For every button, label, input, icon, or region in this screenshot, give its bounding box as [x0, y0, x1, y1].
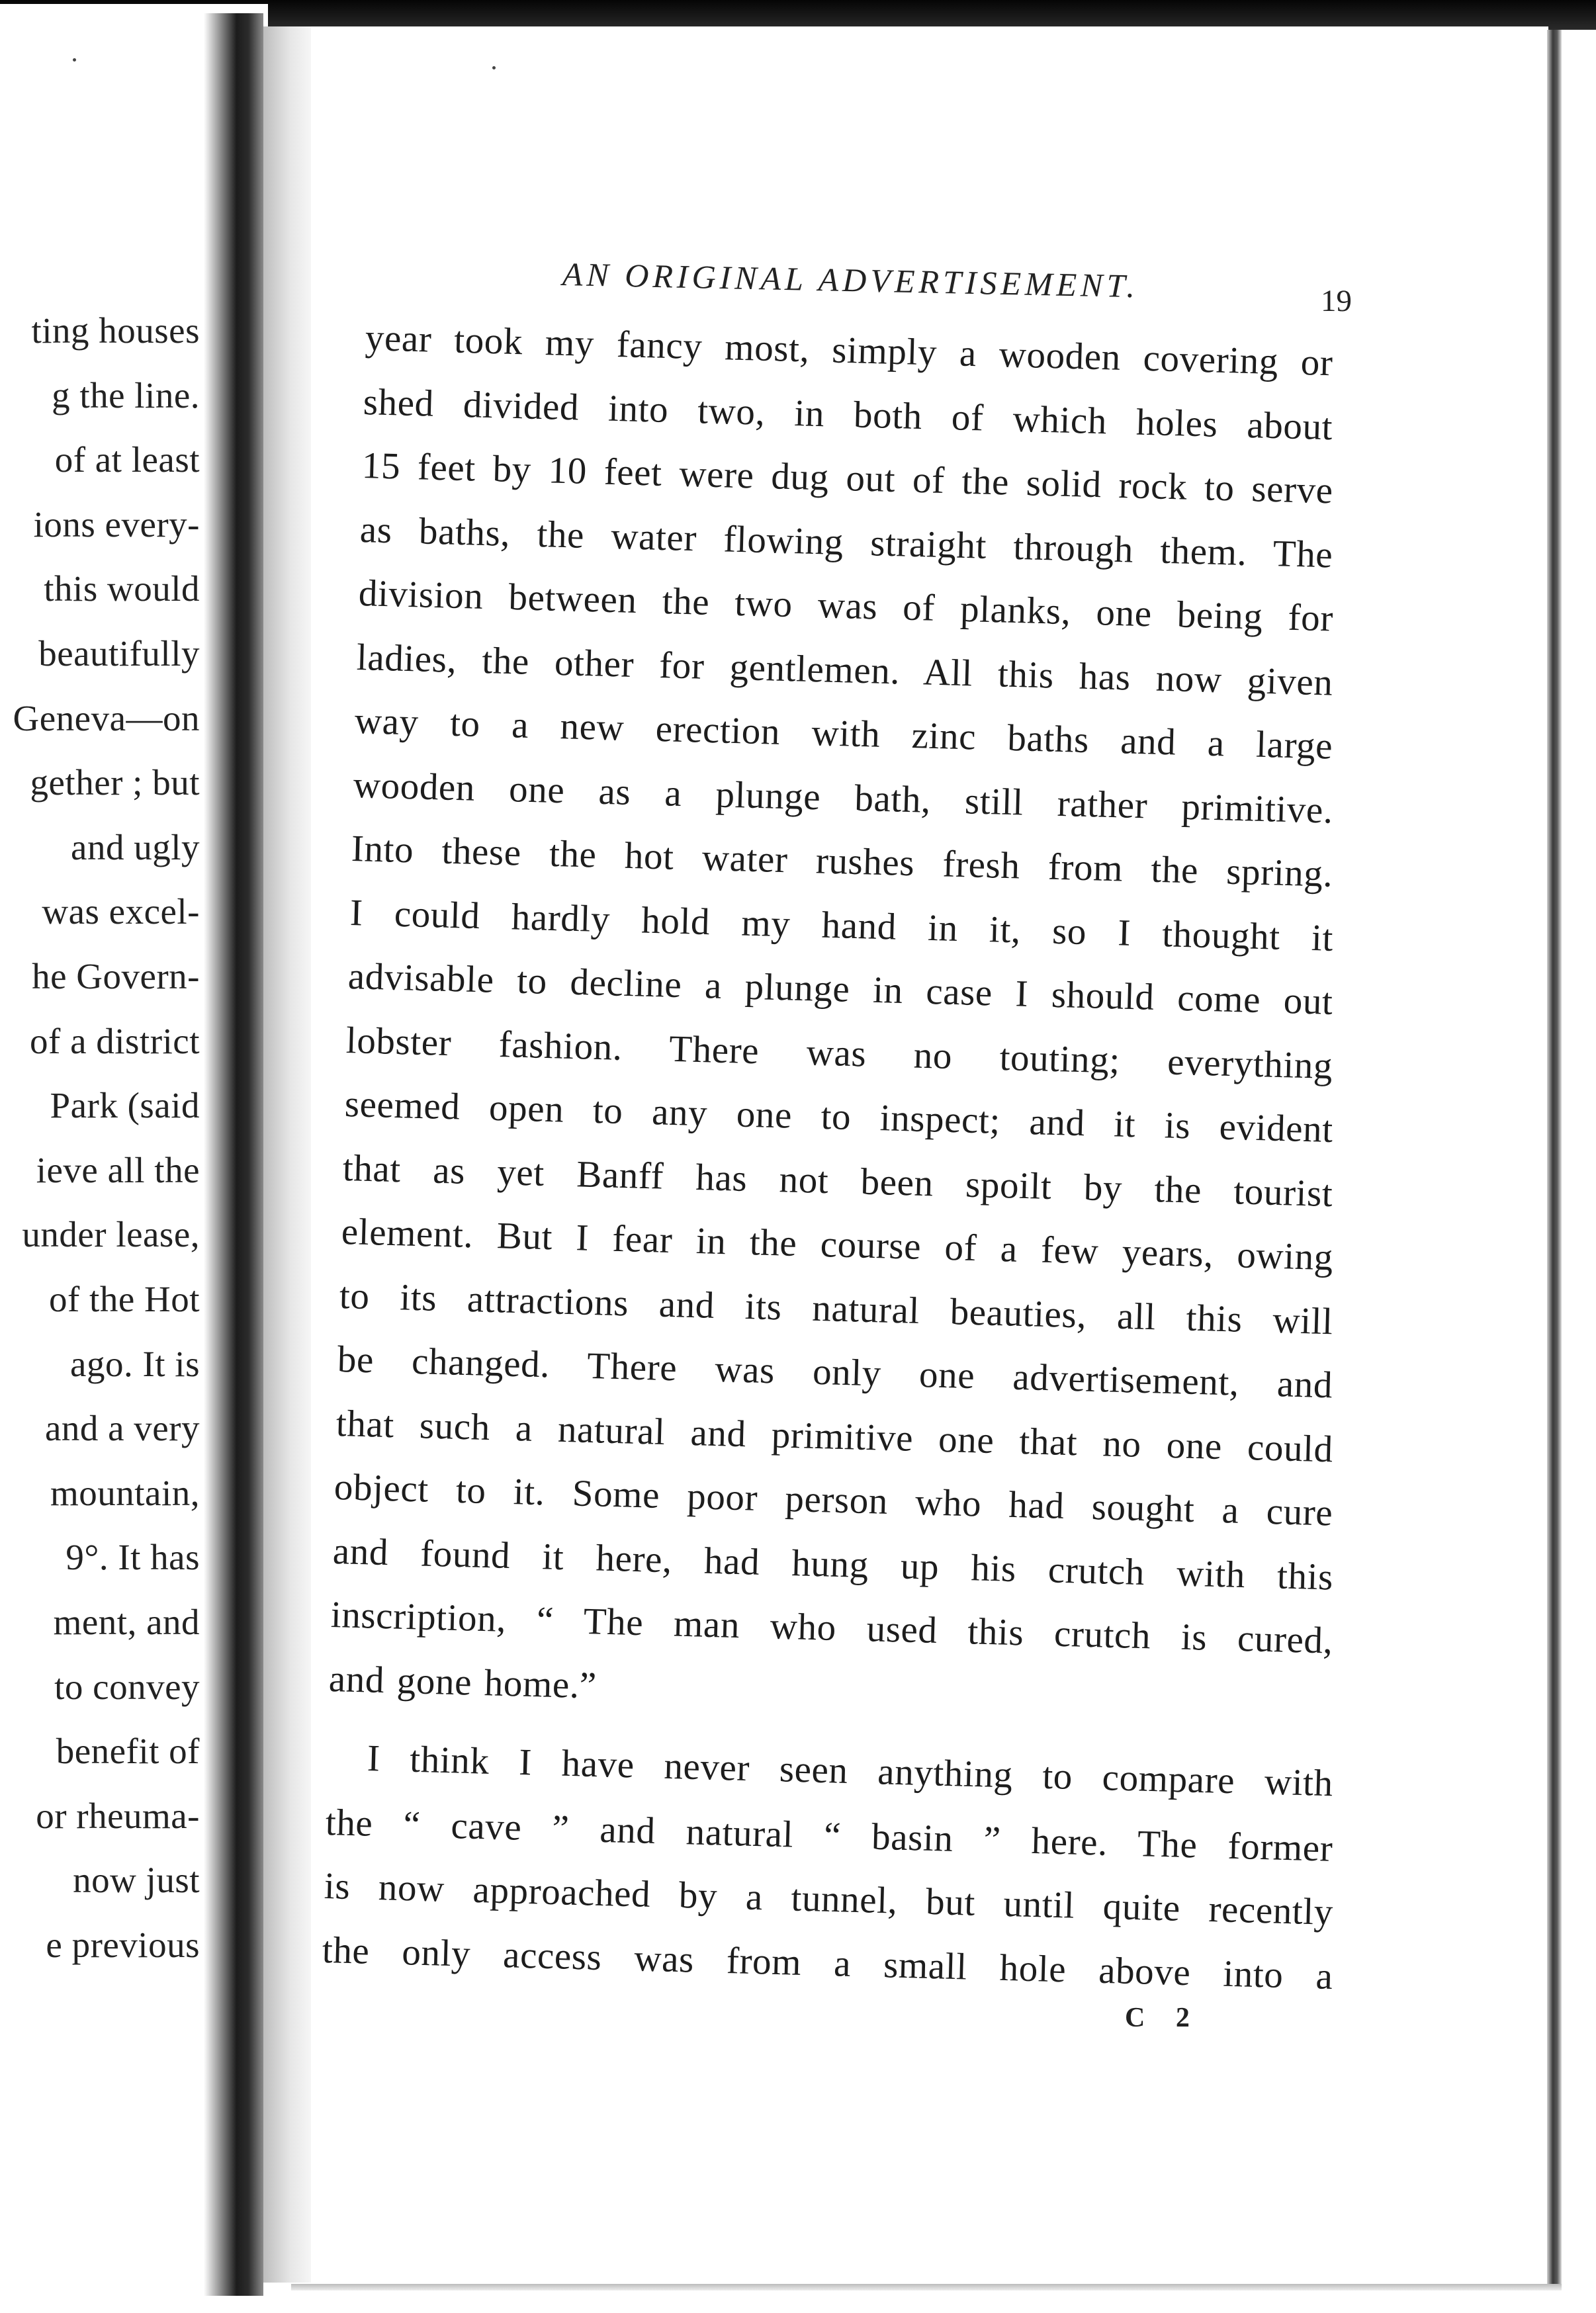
left-page-line: ieve all the	[36, 1149, 200, 1190]
left-page-line: Park (said	[50, 1085, 200, 1126]
left-page-line: 9°. It has	[66, 1537, 200, 1578]
left-page-line: ago. It is	[70, 1343, 200, 1384]
left-page-line: of at least	[54, 439, 200, 480]
page-number: 19	[1321, 284, 1352, 318]
page-edge-bottom	[291, 2284, 1562, 2291]
body-line: wooden one as a plunge bath, still rather primitive.	[352, 764, 1334, 832]
body-line: year took my fancy most, simply a wooden covering or	[365, 317, 1334, 384]
body-line: as baths, the water flowing straight through them. The	[359, 508, 1334, 576]
left-page-line: of a district	[30, 1020, 200, 1061]
body-line: advisable to decline a plunge in case I should come out	[347, 955, 1334, 1023]
body-line: inscription, “ The man who used this crutch is cured,	[330, 1594, 1334, 1662]
left-page-line: to convey	[54, 1666, 200, 1707]
body-line: be changed. There was only one advertisement, and	[337, 1338, 1334, 1407]
left-page-line: and a very	[44, 1408, 200, 1449]
speck	[492, 66, 496, 69]
left-page-line: mountain,	[50, 1472, 200, 1513]
left-page-line: ting houses	[31, 310, 200, 351]
page-edge-right	[1547, 30, 1562, 2286]
left-page-line: was excel-	[42, 891, 200, 932]
left-page-line: benefit of	[56, 1731, 200, 1772]
left-page-line: of the Hot	[48, 1279, 200, 1319]
left-page-line: ment, and	[53, 1602, 200, 1642]
body-line: lobster fashion. There was no touting; everything	[345, 1019, 1334, 1087]
running-head: AN ORIGINAL ADVERTISEMENT.	[562, 255, 1139, 305]
left-page-line: or rheuma-	[36, 1795, 200, 1836]
body-line: the “ cave ” and natural “ basin ” here. The former	[325, 1801, 1334, 1870]
body-line: object to it. Some poor person who had sought a cure	[333, 1466, 1334, 1534]
body-line: seemed open to any one to inspect; and it is evident	[343, 1083, 1334, 1151]
body-line: Into these the hot water rushes fresh from the spring.	[351, 828, 1334, 895]
left-page-line: now just	[73, 1860, 200, 1901]
signature-mark: C 2	[1125, 2003, 1202, 2033]
body-line: to its attractions and its natural beauties, all this will	[339, 1274, 1334, 1342]
body-line: is now approached by a tunnel, but until quite recently	[323, 1865, 1334, 1933]
speck	[73, 58, 76, 62]
left-page-line: gether ; but	[30, 762, 200, 803]
body-line: I think I have never seen anything to compare with	[366, 1737, 1334, 1805]
body-line: that such a natural and primitive one that no one could	[335, 1402, 1334, 1470]
left-page-line: Geneva—on	[13, 697, 200, 738]
book-gutter	[204, 13, 263, 2296]
left-page-line: this would	[44, 568, 200, 609]
body-line: element. But I fear in the course of a few years, owing	[340, 1211, 1334, 1279]
body-line: that as yet Banff has not been spoilt by the tourist	[342, 1147, 1334, 1215]
body-line: and gone home.”	[328, 1657, 598, 1707]
body-line: division between the two was of planks, one being for	[357, 572, 1334, 640]
left-page-line: g the line.	[52, 374, 200, 415]
left-page-line: e previous	[46, 1925, 200, 1965]
body-line: shed divided into two, in both of which holes about	[363, 380, 1334, 448]
body-line: I could hardly hold my hand in it, so I thought it	[349, 891, 1334, 959]
body-line: ladies, the other for gentlemen. All this has now given	[356, 636, 1334, 704]
left-page-line: and ugly	[71, 826, 200, 867]
body-line: the only access was from a small hole above into a	[322, 1929, 1334, 1997]
body-line: way to a new erection with zinc baths and a large	[354, 700, 1334, 767]
left-page-line: beautifully	[38, 633, 200, 674]
left-page-line: ions every-	[33, 503, 200, 545]
left-page-line: under lease,	[22, 1214, 200, 1255]
left-page-line: he Govern-	[32, 956, 200, 996]
body-line: and found it here, had hung up his crutch with this	[332, 1530, 1334, 1598]
body-line: 15 feet by 10 feet were dug out of the solid rock to serve	[361, 445, 1334, 512]
